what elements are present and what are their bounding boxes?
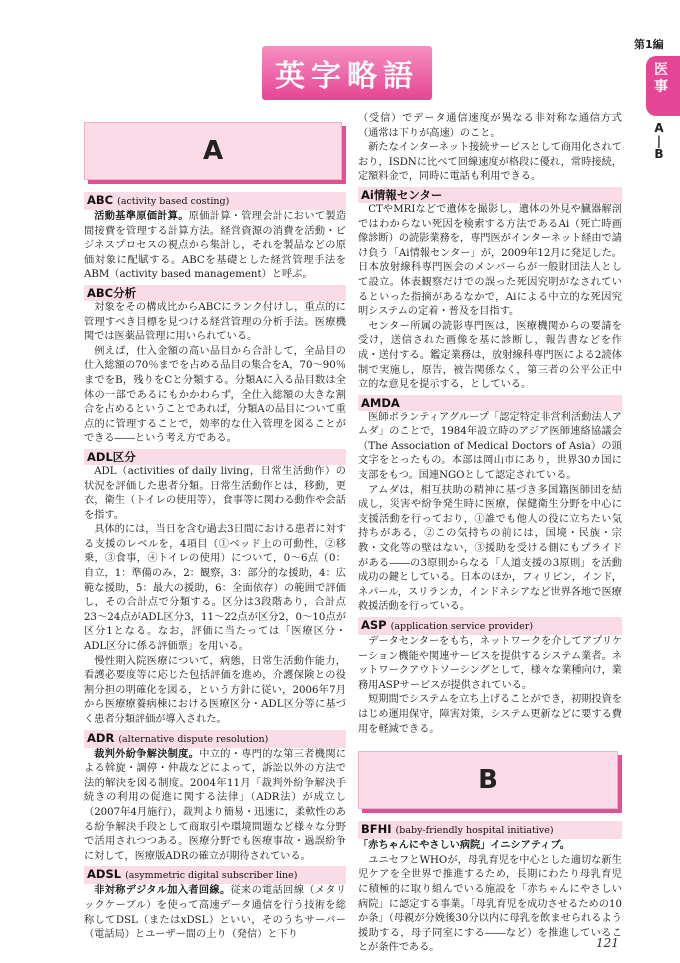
term-english: (asymmetric digital subscriber line) (125, 870, 298, 882)
definition-text: 短期間でシステムを立ち上げることができ，初期投資をはじめ運用保守，障害対策，システム更新などに要する費用を軽減できる。 (358, 694, 622, 735)
definition-paragraph (358, 839, 622, 854)
definition-paragraph (358, 320, 622, 393)
definition-paragraph (358, 693, 622, 737)
section-a-letter: A (202, 135, 224, 166)
right-column (358, 112, 622, 956)
term-english: (application service provider) (390, 621, 534, 632)
b-entries (358, 821, 622, 956)
definition-paragraph (358, 141, 622, 185)
term-heading (84, 285, 346, 301)
glossary-entry (84, 449, 346, 728)
term-heading (358, 617, 622, 635)
term-heading (84, 192, 346, 210)
definition-text: センター所属の読影専門医は，医療機関からの要請を受け，送信された画像を基に診断し，報告書などを作成・送付する。鑑定業務は，放射線科専門医による2読体制で実施し，原告，被告関係なく，第三者の公平公正中立的な意見を提示する，としている。 (358, 320, 622, 391)
glossary-entry (84, 866, 346, 942)
definition-text: 対象をその構成比からABCにランク付けし，重点的に管理すべき目標を見つける経営管理の分析手法。医療機関では医薬品管理に用いられている。 (84, 301, 346, 343)
definition-paragraph (358, 411, 622, 484)
definition-paragraph (358, 203, 622, 320)
definition-text: CTやMRIなどで遺体を撮影し，遺体の外見や臓器解剖ではわからない死因を検索する方法であるAi（死亡時画像診断）の読影業務を，専門医がインターネット経由で請け負う「Ai情報センター」が，2009年12月に発足した。日本放射線科専門医会のメンバーらが一般財団法人として設立。体表観察だけでの誤った死因究明がなされているといった指摘があるなかで，Aiによる中立的な死因究明システムの定着・普及を目指す。 (358, 203, 622, 318)
term-heading (358, 821, 622, 839)
section-a-header (84, 122, 342, 180)
definition-lead: 活動基準原価計算。 (94, 211, 189, 222)
range-dash: | (656, 134, 662, 148)
term-label: BFHI (361, 822, 392, 837)
definition-paragraph (84, 655, 346, 728)
letter-range (652, 122, 666, 161)
definition-text: データセンターをもち，ネットワークを介してアプリケーション機能や関連サービスを提供するシステム業者。ネットワークアウトソーシングとして，様々な業種向け，業務用ASPサービスが提供されている。 (358, 636, 622, 691)
definition-text: 原価計算・管理会計において製造間接費を管理する計算方法。経営資源の消費を活動・ビジネスプロセスの視点から集計し，それを製品などの原価対象に配賦する。ABCを基礎とした経営管理手法をABM（activity based management）と呼ぶ。 (84, 211, 347, 281)
range-top: A (654, 121, 664, 135)
term-heading (84, 866, 346, 884)
page-title (262, 46, 432, 100)
definition-paragraph (84, 523, 346, 654)
left-entries (84, 192, 346, 943)
glossary-entry (358, 112, 622, 185)
definition-paragraph (84, 345, 346, 447)
definition-lead: 「赤ちゃんにやさしい病院」イニシアティブ。 (358, 840, 570, 852)
definition-paragraph (84, 748, 346, 865)
glossary-entry (84, 285, 346, 447)
definition-paragraph (84, 301, 346, 345)
term-english: (baby-friendly hospital initiative) (395, 825, 554, 837)
glossary-entry (358, 187, 622, 393)
definition-text: ADL（activities of daily living，日常生活動作）の状況を評価した患者分類。日常生活動作とは，移動，更衣，衛生（トイレの使用等），食事等に関わる動作や会話を指す。 (84, 465, 346, 521)
glossary-entry (84, 730, 346, 865)
page-title-text: 英字略語 (275, 59, 419, 94)
glossary-entry (358, 395, 622, 615)
term-english: (activity based costing) (117, 196, 230, 207)
definition-paragraph (358, 854, 622, 956)
section-b-letter: B (478, 764, 498, 795)
term-heading (84, 449, 346, 465)
definition-text: 中立的・専門的な第三者機関による斡旋・調停・仲裁などによって，訴訟以外の方法で法的解決を図る制度。2004年11月「裁判外紛争解決手続きの利用の促進に関する法律」（ADR法）が成立し（2007年4月施行），裁判より簡易・迅速に，柔軟性のある紛争解決手段として商取引や環境問題など様々な分野で活用されつつある。医療分野でも医療事故・過誤紛争に対して，医療版ADRの確立が期待されている。 (84, 748, 347, 862)
term-label: ASP (361, 618, 387, 632)
section-b-header (358, 751, 618, 809)
term-label: ADR (87, 730, 115, 745)
right-entries (358, 112, 622, 737)
term-label: ABC分析 (87, 285, 137, 300)
left-column (84, 112, 346, 943)
definition-text: ユニセフとWHOが，母乳育児を中心とした適切な新生児ケアを全世界で推進するため，長期にわたり母乳育児に積極的に取り組んでいる施設を「赤ちゃんにやさしい病院」に認定する事業。「母乳育児を成功させるための10か条」（母親が分娩後30分以内に母乳を飲ませられるよう援助する，母子同室にする――など）を推進していることが条件である。 (358, 854, 622, 954)
definition-text: 具体的には，当日を含む過去3日間における患者に対する支援のレベルを，4項目（①ベッド上の可動性，②移乗，③食事，④トイレの使用）について，0〜6点（0：自立，1：準備のみ，2：観察，3：部分的な援助，4：広範な援助，5：最大の援助，6：全面依存）の範囲で評価し，その合計点で分類する。区分は3段階あり，合計点23〜24点がADL区分3，11〜22点が区分2，0〜10点が区分1となる。なお，評価に当たっては「医療区分・ADL区分に係る評価票」を用いる。 (84, 524, 346, 653)
term-english: (alternative dispute resolution) (118, 733, 269, 745)
term-label: ABC (87, 193, 114, 207)
definition-lead: 非対称デジタル加入者回線。 (94, 885, 231, 897)
section-tab-label: 医事 (654, 62, 668, 95)
page-number: 121 (596, 936, 619, 950)
definition-lead: 裁判外紛争解決制度。 (94, 748, 200, 760)
term-label: ADSL (87, 867, 122, 882)
range-bottom: B (654, 147, 664, 161)
section-tab[interactable] (646, 56, 680, 116)
definition-text: 慢性期入院医療について，病態，日常生活動作能力，看護必要度等に応じた包括評価を進め，介護保険との役割分担の明確化を図る，という方針に従い，2006年7月から医療療養病棟における医療区分・ADL区分等に基づく患者分類評価が導入された。 (84, 655, 346, 725)
term-heading (358, 395, 622, 411)
term-label: ADL区分 (87, 449, 136, 464)
definition-text: 新たなインターネット接続サービスとして商用化されており，ISDNに比べて回線速度が格段に優れ，常時接続，定額料金で，同時に電話も利用できる。 (358, 142, 622, 183)
glossary-entry (84, 192, 346, 283)
definition-text: 医師ボランティアグループ「認定特定非営利活動法人アムダ」のことで，1984年設立時のアジア医師連絡協議会（The Association of Medical Doctors of Asia）の頭文字をとったもの。本部は岡山市にあり，世界30カ国に支部をもつ。国連NGOとして認定されている。 (358, 411, 622, 482)
glossary-entry (358, 821, 622, 956)
part-label: 第1編 (634, 38, 664, 51)
definition-paragraph (358, 484, 622, 615)
definition-text: アムダは，相互扶助の精神に基づき多国籍医師団を結成し，災害や紛争発生時に医療，保健衛生分野を中心に支援活動を行っており，①誰でも他人の役に立ちたい気持ちがある，②この気持ちの前には，国境・民族・宗教・文化等の壁はない，③援助を受ける側にもプライドがある――の3原則からなる「人道支援の3原則」を活動成功の鍵としている。日本のほか，フィリピン，インド，ネパール，スリランカ，インドネシアなど世界各地で医療救援活動を行っている。 (358, 484, 622, 613)
definition-paragraph (84, 884, 346, 942)
definition-text: （受信）でデータ通信速度が異なる非対称な通信方式（通常は下りが高速）のこと。 (358, 113, 622, 139)
definition-text: 従来の電話回線（メタリックケーブル）を使って高速データ通信を行う技術を総称してDSL（またはxDSL）といい，そのうちサーバー（電話局）とユーザー間の上り（発信）と下り (84, 885, 347, 941)
definition-paragraph (358, 635, 622, 693)
definition-paragraph (84, 465, 346, 523)
definition-text: 例えば，仕入金額の高い品目から合計して，全品目の仕入総額の70％までを占める品目の集合をA，70〜90％までをB，残りをCと分類する。分類Aに入る品目数は全体の一部であるにもかかわらず，全仕入総額の大きな割合を占めるということであれば，分類Aの品目について重点的に管理することで，効率的な仕入管理を図ることができる――という考え方である。 (84, 345, 346, 445)
term-label: Ai情報センター (361, 187, 443, 202)
term-heading (358, 187, 622, 203)
term-label: AMDA (361, 395, 400, 410)
glossary-entry (358, 617, 622, 737)
definition-paragraph (358, 112, 622, 141)
term-heading (84, 730, 346, 748)
definition-paragraph (84, 210, 346, 283)
